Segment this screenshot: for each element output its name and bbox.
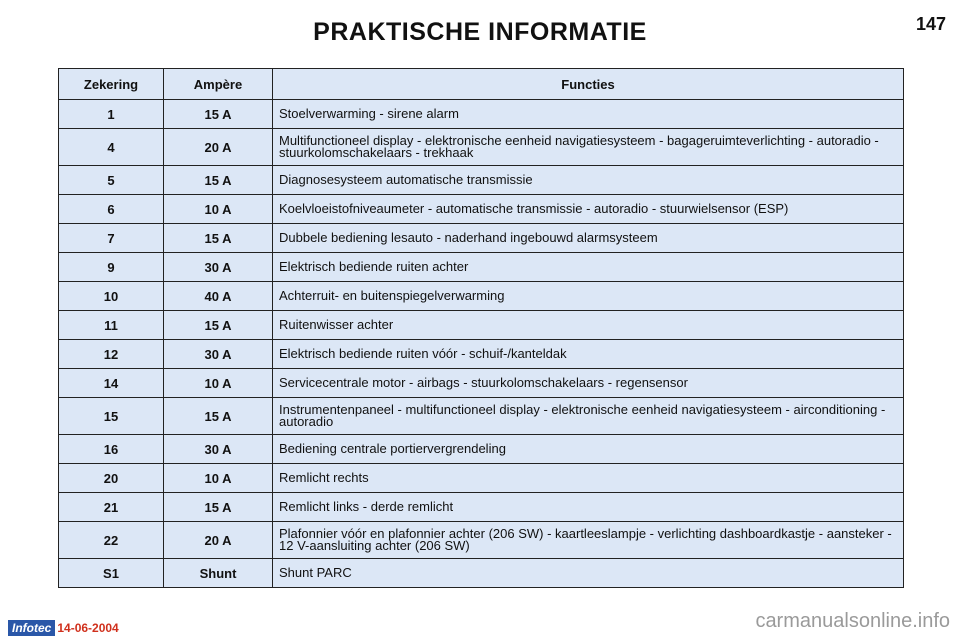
table-header-row (59, 69, 904, 100)
function-cell: Plafonnier vóór en plafonnier achter (206 SW) - kaartleeslampje - verlichting dashboardkastje - aansteker - 12 V-aansluiting achter (206 SW) (273, 522, 904, 559)
watermark: carmanualsonline.info (755, 610, 950, 632)
function-cell: Multifunctioneel display - elektronische eenheid navigatiesysteem - bagageruimteverlichting - autoradio - stuurkolomschakelaars - trekhaak (273, 129, 904, 166)
fuse-cell: 20 (59, 464, 164, 493)
fuse-cell: 11 (59, 311, 164, 340)
function-cell: Stoelverwarming - sirene alarm (273, 100, 904, 129)
function-cell: Shunt PARC (273, 559, 904, 588)
ampere-cell: 15 A (164, 224, 273, 253)
function-cell: Ruitenwisser achter (273, 311, 904, 340)
column-header-ampere: Ampère (164, 69, 273, 100)
ampere-cell: 10 A (164, 369, 273, 398)
fuse-cell: 1 (59, 100, 164, 129)
function-cell: Elektrisch bediende ruiten vóór - schuif-/kanteldak (273, 340, 904, 369)
ampere-cell: 15 A (164, 311, 273, 340)
table-row (59, 100, 904, 129)
ampere-cell: 10 A (164, 195, 273, 224)
function-cell: Instrumentenpaneel - multifunctioneel display - elektronische eenheid navigatiesysteem - airconditioning - autoradio (273, 398, 904, 435)
ampere-cell: 15 A (164, 493, 273, 522)
page-title: PRAKTISCHE INFORMATIE (313, 18, 647, 46)
ampere-cell: 30 A (164, 340, 273, 369)
ampere-cell: 15 A (164, 100, 273, 129)
function-cell: Bediening centrale portiervergrendeling (273, 435, 904, 464)
function-cell: Dubbele bediening lesauto - naderhand ingebouwd alarmsysteem (273, 224, 904, 253)
fuse-cell: 5 (59, 166, 164, 195)
table-row (59, 398, 904, 435)
table-row (59, 253, 904, 282)
fuse-table (58, 68, 904, 588)
fuse-cell: 9 (59, 253, 164, 282)
column-header-fuse: Zekering (59, 69, 164, 100)
fuse-cell: 12 (59, 340, 164, 369)
function-cell: Elektrisch bediende ruiten achter (273, 253, 904, 282)
table-row (59, 464, 904, 493)
function-cell: Achterruit- en buitenspiegelverwarming (273, 282, 904, 311)
ampere-cell: 15 A (164, 166, 273, 195)
column-header-functions: Functies (273, 69, 904, 100)
fuse-cell: 10 (59, 282, 164, 311)
ampere-cell: 15 A (164, 398, 273, 435)
table-row (59, 224, 904, 253)
table-row (59, 340, 904, 369)
table-row (59, 129, 904, 166)
fuse-cell: 4 (59, 129, 164, 166)
ampere-cell: 10 A (164, 464, 273, 493)
table-row (59, 559, 904, 588)
fuse-cell: 22 (59, 522, 164, 559)
ampere-cell: Shunt (164, 559, 273, 588)
table-row (59, 493, 904, 522)
function-cell: Diagnosesysteem automatische transmissie (273, 166, 904, 195)
page-number: 147 (915, 14, 946, 34)
table-row (59, 166, 904, 195)
function-cell: Remlicht links - derde remlicht (273, 493, 904, 522)
table-row (59, 282, 904, 311)
function-cell: Servicecentrale motor - airbags - stuurkolomschakelaars - regensensor (273, 369, 904, 398)
fuse-cell: 14 (59, 369, 164, 398)
table-row (59, 522, 904, 559)
table-row (59, 311, 904, 340)
fuse-cell: 7 (59, 224, 164, 253)
ampere-cell: 20 A (164, 129, 273, 166)
function-cell: Remlicht rechts (273, 464, 904, 493)
fuse-cell: 15 (59, 398, 164, 435)
footer-brand (8, 620, 119, 636)
ampere-cell: 20 A (164, 522, 273, 559)
ampere-cell: 30 A (164, 435, 273, 464)
fuse-cell: 16 (59, 435, 164, 464)
table-row (59, 435, 904, 464)
footer-date: 14-06-2004 (57, 621, 119, 635)
fuse-cell: 21 (59, 493, 164, 522)
table-row (59, 195, 904, 224)
ampere-cell: 40 A (164, 282, 273, 311)
infotec-logo: Infotec (8, 620, 55, 636)
fuse-cell: 6 (59, 195, 164, 224)
ampere-cell: 30 A (164, 253, 273, 282)
function-cell: Koelvloeistofniveaumeter - automatische transmissie - autoradio - stuurwielsensor (ESP) (273, 195, 904, 224)
fuse-cell: S1 (59, 559, 164, 588)
table-row (59, 369, 904, 398)
